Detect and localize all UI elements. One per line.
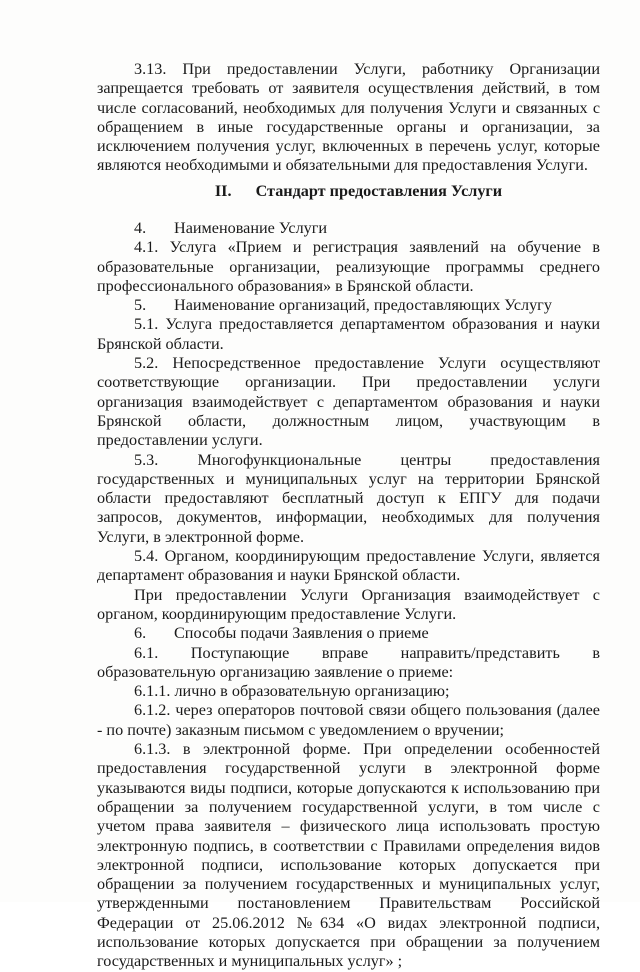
item-text: Наименование организаций, предоставляющих Услугу [174, 296, 552, 315]
paragraph-6-1-2: 6.1.2. через операторов почтовой связи общего пользования (далее - по почте) заказным письмом с уведомлением о вручении; [97, 701, 600, 739]
paragraph-6-1-1: 6.1.1. лично в образовательную организацию; [134, 682, 450, 701]
paragraph-5-4: 5.4. Органом, координирующим предоставление Услуги, является департамент образования и науки Брянской области. [97, 547, 600, 585]
paragraph-5-2: 5.2. Непосредственное предоставление Услуги осуществляют соответствующие организации. При предоставлении услуги организация взаимодействует с департаментом образования и науки Брянской области, должностным лицом, участвующим в предоставлении услуги. [97, 354, 600, 450]
item-6 [97, 624, 600, 643]
paragraph-5-1: 5.1. Услуга предоставляется департаментом образования и науки Брянской области. [97, 315, 600, 353]
item-4 [97, 219, 600, 238]
paragraph-6-1: 6.1. Поступающие вправе направить/представить в образовательную организацию заявление о приеме: [97, 643, 600, 681]
paragraph-5-3: 5.3. Многофункциональные центры предоставления государственных и муниципальных услуг на территории Брянской области предоставляют бесплатный доступ к ЕПГУ для подачи запросов, документов, информации, необходимых для получения Услуги, в электронной форме. [97, 450, 600, 546]
item-number: 6. [134, 624, 147, 643]
paragraph-4-1: 4.1. Услуга «Прием и регистрация заявлений на обучение в образовательные организации, реализующие программы среднего профессионального образования» в Брянской области. [97, 238, 600, 295]
paragraph-text: 3.13. При предоставлении Услуги, работнику Организации запрещается требовать от заявителя осуществления действий, в том числе согласований, необходимых для получения Услуги и связанных с обращением в иные государственные органы и организации, за исключением получения услуг, включенных в перечень услуг, которые являются необходимыми и обязательными для предоставления Услуги. [97, 60, 600, 175]
body-text [97, 219, 600, 972]
item-text: Способы подачи Заявления о приеме [174, 624, 429, 643]
section-heading [97, 182, 600, 201]
paragraph-6-1-3: 6.1.3. в электронной форме. При определении особенностей предоставления государственной услуги в электронной форме указываются виды подписи, которые допускаются к использованию при обращении за получением государственной услуги, в том числе с учетом права заявителя – физического лица использовать простую электронную подпись, в соответствии с Правилами определения видов электронной подписи, использование которых допускается при обращении за получением государственных и муниципальных услуг, утвержденными постановлением Правительствам Российской Федерации от 25.06.2012 №634 «О видах электронной подписи, использование которых допускается при обращении за получением государственных и муниципальных услуг» ; [97, 740, 600, 971]
item-number: 4. [134, 219, 147, 237]
item-number: 5. [134, 296, 147, 315]
paragraph-5-4-continued: При предоставлении Услуги Организация взаимодействует с органом, координирующим предоставление Услуги. [97, 585, 600, 623]
item-5 [97, 296, 600, 315]
section-title: Стандарт предоставления Услуги [255, 182, 503, 200]
section-number: II. [214, 182, 232, 200]
paragraph-3-13 [97, 60, 600, 176]
item-text: Наименование Услуги [174, 219, 328, 237]
